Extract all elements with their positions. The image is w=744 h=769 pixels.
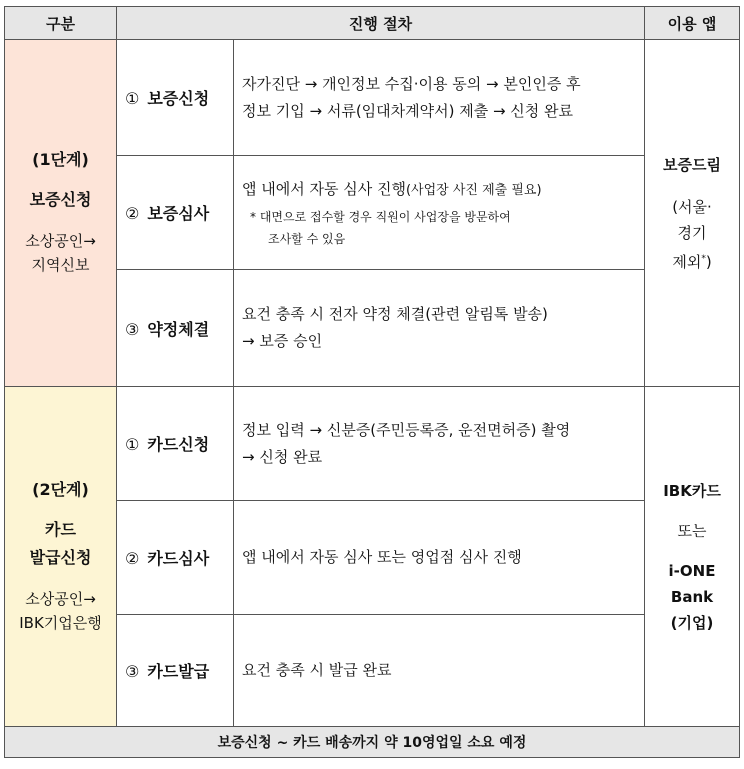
app-name-bank: Bank xyxy=(670,587,714,606)
stage2-step2-name xyxy=(117,501,234,615)
step-number: ② xyxy=(125,549,140,568)
app-name-corp: (기업) xyxy=(670,613,714,632)
stage2-step1-desc xyxy=(234,387,645,501)
desc-line: 자가진단 → 개인정보 수집·이용 동의 → 본인인증 후 xyxy=(242,74,581,93)
stage1-title-line2: 보증신청 xyxy=(29,190,92,209)
stage1-step3-name xyxy=(117,270,234,387)
step-label: 카드심사 xyxy=(147,549,210,568)
stage1-title-line1: (1단계) xyxy=(32,150,89,169)
stage1-step1-row xyxy=(5,40,740,156)
stage1-step2-name xyxy=(117,156,234,270)
desc-line: 요건 충족 시 발급 완료 xyxy=(242,661,392,679)
stage2-subtitle xyxy=(5,587,116,635)
stage1-step1-desc xyxy=(234,40,645,156)
stage2-category-cell xyxy=(5,387,117,727)
step-number: ③ xyxy=(125,662,140,681)
note-line1: * 대면으로 접수할 경우 직원이 사업장을 방문하여 xyxy=(250,209,511,224)
stage2-sub-line1: 소상공인→ xyxy=(25,589,96,608)
desc-line: → 보증 승인 xyxy=(242,332,323,350)
step-number: ① xyxy=(125,89,140,108)
stage1-step2-desc xyxy=(234,156,645,270)
desc-main: 앱 내에서 자동 심사 진행 xyxy=(242,179,406,198)
stage2-title-line2: 카드 xyxy=(45,519,76,539)
procedure-table xyxy=(4,6,740,758)
step-number: ① xyxy=(125,435,140,454)
desc-line: 정보 입력 → 신분증(주민등록증, 운전면허증) 촬영 xyxy=(242,420,571,439)
step-number: ③ xyxy=(125,319,140,339)
desc-line: 정보 기입 → 서류(임대차계약서) 제출 → 신청 완료 xyxy=(242,101,574,120)
step-label: 보증심사 xyxy=(147,204,210,223)
note-line2: 조사할 수 있음 xyxy=(268,231,346,246)
desc-line: → 신청 완료 xyxy=(242,447,323,466)
step-label: 카드발급 xyxy=(147,662,210,681)
stage1-title xyxy=(5,149,116,211)
desc-small: (사업장 사진 제출 필요) xyxy=(405,182,542,198)
stage1-step1-name xyxy=(117,40,234,156)
app-note-line3 xyxy=(645,246,739,275)
stage2-step2-desc xyxy=(234,501,645,615)
stage2-step1-row xyxy=(5,387,740,501)
header-row xyxy=(5,7,740,40)
app-name-ione: i-ONE xyxy=(668,561,716,580)
step-number: ② xyxy=(125,204,140,223)
header-category: 구분 xyxy=(5,7,117,40)
app-or: 또는 xyxy=(677,521,707,540)
desc-line: 앱 내에서 자동 심사 또는 영업점 심사 진행 xyxy=(242,548,522,566)
stage2-title-line1: (2단계) xyxy=(32,479,89,499)
step-label: 보증신청 xyxy=(147,89,210,108)
app-note-close: ) xyxy=(705,252,712,271)
desc-note xyxy=(242,206,636,250)
app-name-ibk-card: IBK카드 xyxy=(663,481,721,500)
footer-row xyxy=(5,727,740,758)
step-label: 카드신청 xyxy=(147,435,210,454)
stage2-title-line3: 발급신청 xyxy=(29,547,92,567)
app-note-line1: (서울· xyxy=(672,197,712,216)
stage1-step3-desc xyxy=(234,270,645,387)
desc-line: 요건 충족 시 전자 약정 체결(관련 알림톡 발송) xyxy=(242,305,548,323)
header-app: 이용 앱 xyxy=(645,7,740,40)
stage2-app-cell xyxy=(645,387,740,727)
footer-note: 보증신청 ~ 카드 배송까지 약 10영업일 소요 예정 xyxy=(5,727,740,758)
stage1-sub-line1: 소상공인→ xyxy=(25,232,96,250)
app-note-mark: * xyxy=(701,253,706,264)
stage2-step3-name xyxy=(117,615,234,727)
desc-line xyxy=(242,176,636,204)
stage1-subtitle xyxy=(5,229,116,277)
stage2-step1-name xyxy=(117,387,234,501)
stage2-step3-desc xyxy=(234,615,645,727)
stage1-category-cell xyxy=(5,40,117,387)
stage1-sub-line2: 지역신보 xyxy=(31,256,90,274)
app-note-line2: 경기 xyxy=(677,223,707,242)
stage2-sub-line2: IBK기업은행 xyxy=(19,613,102,632)
app-note-text: 제외 xyxy=(672,252,702,271)
header-procedure: 진행 절차 xyxy=(117,7,645,40)
step-label: 약정체결 xyxy=(147,319,210,339)
stage1-app-cell xyxy=(645,40,740,387)
stage2-title xyxy=(5,479,116,569)
app-name-bojeungdeurim: 보증드림 xyxy=(663,155,721,174)
